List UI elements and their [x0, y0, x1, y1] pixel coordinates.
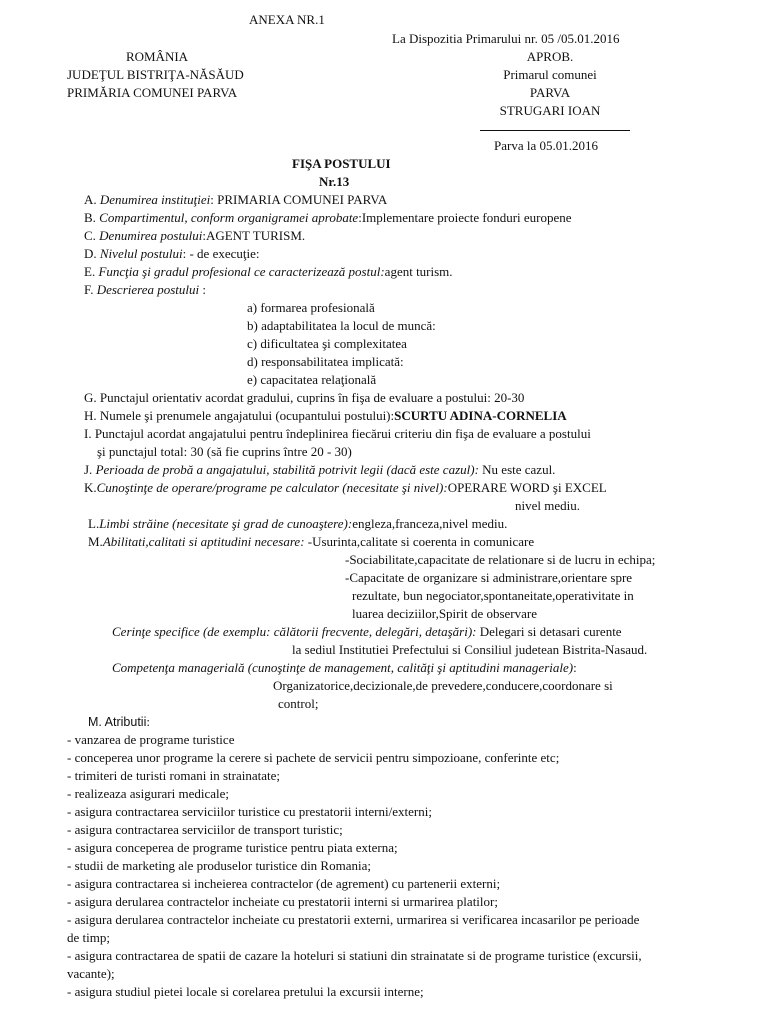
- f-item-e: e) capacitatea relaţională: [247, 372, 377, 387]
- duty-item: - asigura contractarea si incheierea contractelor (de agrement) cu partenerii externi;: [67, 876, 501, 891]
- abilities-line-4: luarea deciziilor,Spirit de observare: [352, 606, 538, 621]
- duty-item-continued: de timp;: [67, 930, 110, 945]
- section-i-continued: şi punctajul total: 30 (să fie cuprins între 20 - 30): [97, 444, 352, 459]
- duty-item: - asigura studiul pietei locale si corelarea pretului la excursii interne;: [67, 984, 424, 999]
- f-item-a: a) formarea profesională: [247, 300, 375, 315]
- duty-item: - asigura contractarea serviciilor turistice cu prestatorii interni/externi;: [67, 804, 432, 819]
- section-a: A. Denumirea instituţiei: PRIMARIA COMUNEI PARVA: [84, 192, 388, 207]
- mayor-name: STRUGARI IOAN: [499, 103, 601, 118]
- disposition-ref: La Dispozitia Primarului nr. 05 /05.01.2016: [392, 31, 620, 46]
- annex-title: ANEXA NR.1: [249, 12, 325, 27]
- duty-item: - asigura derularea contractelor incheiate cu prestatorii externi, urmarirea si verificarea incasarilor pe perioade: [67, 912, 640, 927]
- institution-name: PRIMĂRIA COMUNEI PARVA: [67, 85, 238, 100]
- duty-item: - vanzarea de programe turistice: [67, 732, 235, 747]
- document-title: FIŞA POSTULUI: [292, 156, 391, 171]
- section-d: D. Nivelul postului: - de execuţie:: [84, 246, 260, 261]
- section-c: C. Denumirea postului:AGENT TURISM.: [84, 228, 306, 243]
- section-j: J. Perioada de probă a angajatului, stabilită potrivit legii (dacă este cazul): Nu este cazul.: [84, 462, 556, 477]
- managerial-line-2: control;: [278, 696, 319, 711]
- mayor-title: Primarul comunei: [503, 67, 597, 82]
- duty-item: - studii de marketing ale produselor turistice din Romania;: [67, 858, 371, 873]
- section-m-abilities: M.Abilitati,calitati si aptitudini necesare: -Usurinta,calitate si coerenta in comunicare: [88, 534, 535, 549]
- country-name: ROMÂNIA: [125, 49, 189, 64]
- duty-item: - asigura conceperea de programe turistice pentru piata externa;: [67, 840, 398, 855]
- section-g: G. Punctajul orientativ acordat gradului, cuprins în fişa de evaluare a postului: 20-30: [84, 390, 525, 405]
- duty-item-continued: vacante);: [67, 966, 115, 981]
- section-i: I. Punctajul acordat angajatului pentru îndeplinirea fiecărui criteriu din fişa de evaluare a postului: [84, 426, 591, 441]
- duty-item: - realizeaza asigurari medicale;: [67, 786, 230, 801]
- specific-requirements-continued: la sediul Institutiei Prefectului si Consiliul judetean Bistrita-Nasaud.: [292, 642, 648, 657]
- managerial-competence: Competenţa managerială (cunoştinţe de management, calităţi şi aptitudini manageriale):: [112, 660, 577, 675]
- duty-item: - trimiteri de turisti romani in strainatate;: [67, 768, 280, 783]
- duty-item: - asigura contractarea serviciilor de transport turistic;: [67, 822, 343, 837]
- document-number: Nr.13: [319, 174, 350, 189]
- approve-label: APROB.: [526, 49, 574, 64]
- commune-name: PARVA: [529, 85, 571, 100]
- abilities-line-3: rezultate, bun negociator,spontaneitate,operativitate in: [352, 588, 634, 603]
- abilities-line-1: -Sociabilitate,capacitate de relationare si de lucru in echipa;: [345, 552, 656, 567]
- section-e: E. Funcţia şi gradul profesional ce caracterizează postul:agent turism.: [84, 264, 453, 279]
- section-f: F. Descrierea postului :: [84, 282, 206, 297]
- signature-line: [480, 130, 630, 131]
- f-item-c: c) dificultatea şi complexitatea: [247, 336, 407, 351]
- section-k: K.Cunoştinţe de operare/programe pe calculator (necesitate şi nivel):OPERARE WORD şi EXCEL: [84, 480, 607, 495]
- f-item-d: d) responsabilitatea implicată:: [247, 354, 404, 369]
- managerial-line-1: Organizatorice,decizionale,de prevedere,conducere,coordonare si: [273, 678, 613, 693]
- f-item-b: b) adaptabilitatea la locul de muncă:: [247, 318, 436, 333]
- section-h: H. Numele şi prenumele angajatului (ocupantului postului):SCURTU ADINA-CORNELIA: [84, 408, 567, 423]
- duty-item: - asigura derularea contractelor incheiate cu prestatorii interni si urmarirea platilor;: [67, 894, 498, 909]
- county-name: JUDEŢUL BISTRIŢA-NĂSĂUD: [67, 67, 244, 82]
- duty-item: - asigura contractarea de spatii de cazare la hoteluri si statiuni din strainatate si de programe turistice (excursii,: [67, 948, 642, 963]
- place-date: Parva la 05.01.2016: [494, 138, 598, 153]
- duties-heading: M. Atributii:: [88, 714, 150, 729]
- specific-requirements: Cerinţe specifice (de exemplu: călătorii frecvente, delegări, detaşări): Delegari si detasari curente: [112, 624, 622, 639]
- duty-item: - conceperea unor programe la cerere si pachete de servicii pentru simpozioane, conferinte etc;: [67, 750, 560, 765]
- section-b: B. Compartimentul, conform organigramei aprobate:Implementare proiecte fonduri europene: [84, 210, 572, 225]
- abilities-line-2: -Capacitate de organizare si administrare,orientare spre: [345, 570, 633, 585]
- section-l: L.Limbi străine (necesitate şi grad de cunoaştere):engleza,franceza,nivel mediu.: [88, 516, 508, 531]
- section-k-continued: nivel mediu.: [515, 498, 580, 513]
